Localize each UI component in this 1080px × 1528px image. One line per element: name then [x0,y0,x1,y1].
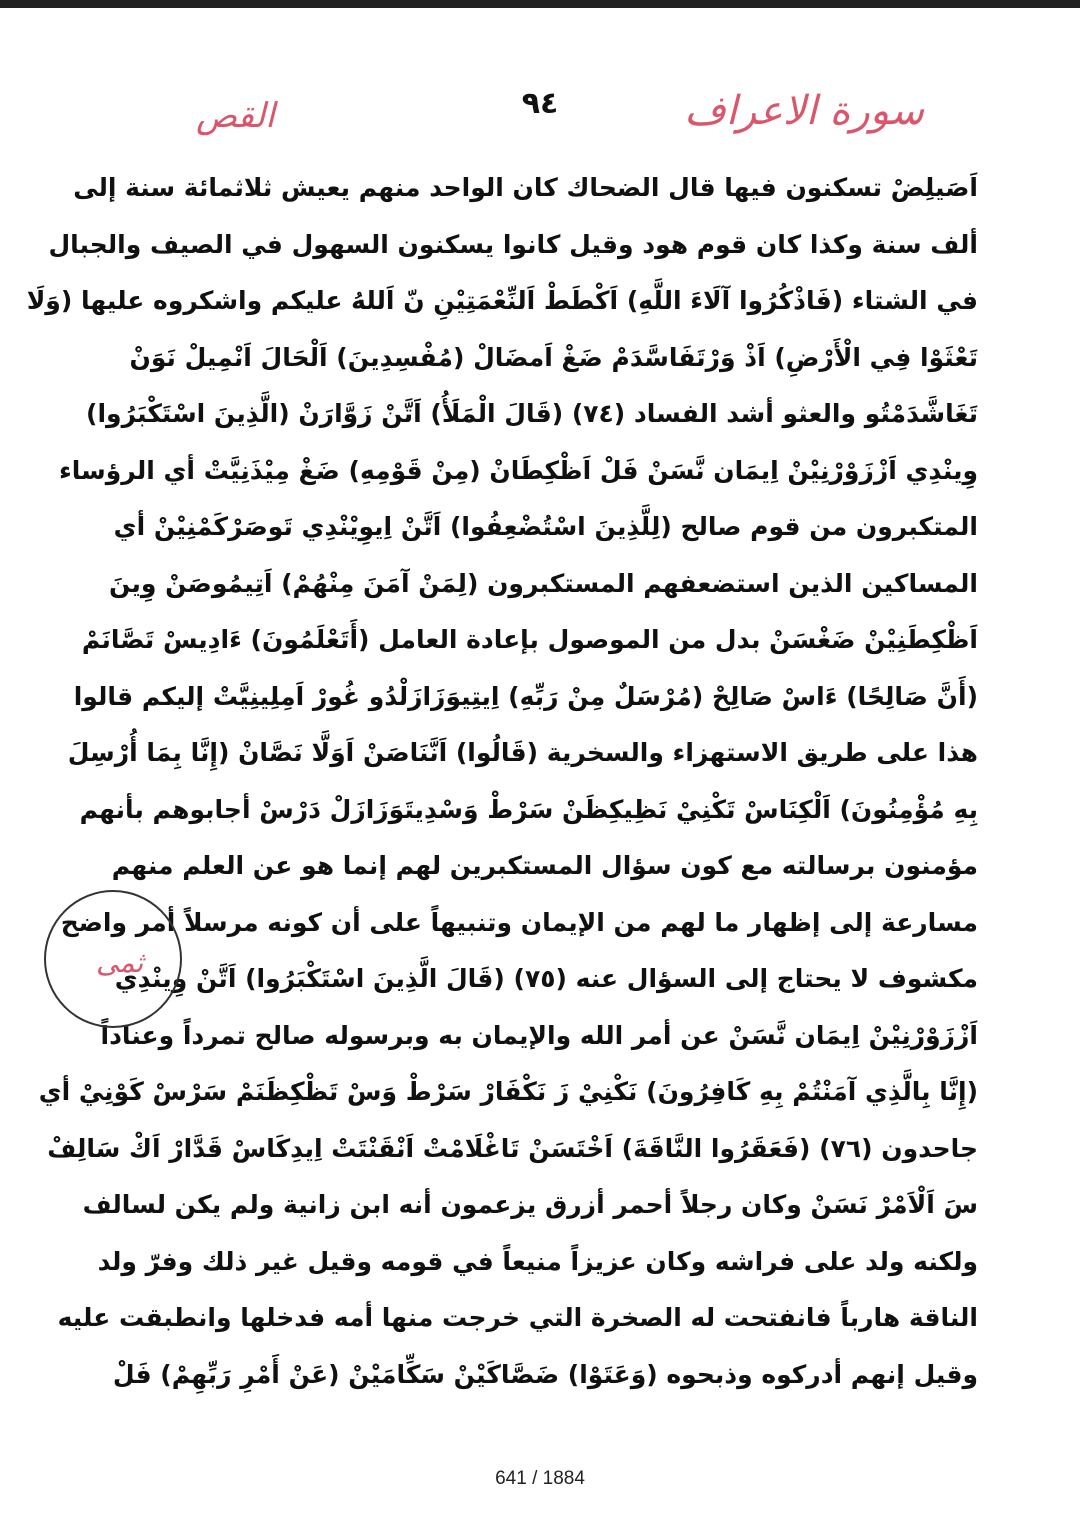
text-line: هذا على طريق الاستهزاء والسخرية (قَالُوا) اَنَّنَاصَنْ اَوَلَّا نَصَّانْ (إِنَّا بِمَا أُرْسِلَ [67,738,978,767]
text-line: (أَنَّ صَالِحًا) ءَاسْ صَالِحْ (مُرْسَلٌ مِنْ رَبِّهِ) اِيتِيوَزَازَلْدُو غُورْ اَمِلِينِيَّتْ إليكم قالوا [73,681,978,711]
text-line: مسارعة إلى إظهار ما لهم من الإيمان وتنبيهاً على أن كونه مرسلاً أمر واضح [60,907,978,937]
text-line: اَظْكِطَنِيْنْ ضَغْسَنْ بدل من الموصول بإعادة العامل (أَتَعْلَمُونَ) ءَادِيسْ تَصَّانَمْ [81,625,978,654]
handwritten-margin-note: ثمى [96,946,144,979]
text-line: جاحدون (٧٦) (فَعَقَرُوا النَّاقَةَ) اَخْتَسَنْ تَاغْلَامْتْ اَنْقَنْتَتْ اِيدِكَاسْ قَدَّارْ اَكْ سَالِفْ [47,1133,978,1163]
scan-top-border [0,0,1080,8]
text-line: المتكبرون من قوم صالح (لِلَّذِينَ اسْتُضْعِفُوا) اَتَّنْ اِيوِيْنْدِي تَوصَرْكَمْنِيْنْ أي [113,512,978,541]
text-line: تَعْثَوْا فِي الْأَرْضِ) اَذْ وَرْتَفَاسَّدَمْ ضَغْ اَمضَالْ (مُفْسِدِينَ) اَلْحَالَ اَنْمِيلْ نَوَنْ [129,342,978,372]
handwritten-header-left: القص [196,96,275,136]
text-line: ألف سنة وكذا كان قوم هود وقيل كانوا يسكنون السهول في الصيف والجبال [48,229,978,259]
text-line: (إِنَّا بِالَّذِي آمَنْتُمْ بِهِ كَافِرُونَ) نَكْنِيْ زَ نَكْفَارْ سَرْطْ وَسْ تَظْكِظَنَمْ سَرْسْ كَوْنِيْ أي [38,1077,978,1106]
handwritten-header-right: سورة الاعراف [684,88,924,134]
text-line: الناقة هارباً فانفتحت له الصخرة التي خرجت منها أمه فدخلها وانطبقت عليه [57,1303,978,1332]
text-line: مؤمنون برسالته مع كون سؤال المستكبرين لهم إنما هو عن العلم منهم [111,851,978,880]
text-line: في الشتاء (فَاذْكُرُوا آلَاءَ اللَّهِ) اَكْطَطْ اَلنِّعْمَتِيْنِ نّ اَللهُ عليكم واشكروه عليها (وَلَا [26,286,978,315]
text-line: مكشوف لا يحتاج إلى السؤال عنه (٧٥) (قَالَ الَّذِينَ اسْتَكْبَرُوا) اَتَّنْ وِينْدِي [114,964,978,993]
page-number: ٩٤ [521,86,559,121]
text-line: ولكنه ولد على فراشه وكان عزيزاً منيعاً في قومه وقيل غير ذلك وفرّ ولد [97,1246,978,1276]
page-indicator: 641 / 1884 [495,1468,585,1489]
text-line: وقيل إنهم أدركوه وذبحوه (وَعَتَوْا) ضَصَّاكَيْنْ سَكِّامَيْنْ (عَنْ أَمْرِ رَبِّهِمْ) فَلْ [112,1359,978,1389]
text-line: بِهِ مُؤْمِنُونَ) اَلْكِنَاسْ تَكْنِيْ نَظِيكِظَنْ سَرْطْ وَسْدِيتَوَزَازَلْ دَرْسْ أجابوهم بأنهم [79,794,978,824]
text-line: اَزْزَوْرْنِيْنْ اِيمَان نَّسَنْ عن أمر الله والإيمان به وبرسوله صالح تمرداً وعناداً [100,1020,978,1050]
text-line: المساكين الذين استضعفهم المستكبرون (لِمَنْ آمَنَ مِنْهُمْ) اَتِيمُوصَنْ وِينَ [109,568,978,598]
text-line: اَصَيلِضْ تسكنون فيها قال الضحاك كان الواحد منهم يعيش ثلاثمائة سنة إلى [73,173,978,202]
text-line: سَ اَلْاَمْرْ نَسَنْ وكان رجلاً أحمر أزرق يزعمون أنه ابن زانية ولم يكن لسالف [82,1190,978,1219]
text-line: وِينْدِي اَزْزَوْرْنِيْنْ اِيمَان نَّسَنْ فَلْ اَظْكِطَانْ (مِنْ قَوْمِهِ) ضَغْ مِيْذَنِيَّتْ أي الرؤساء [59,455,978,485]
text-line: تَغَاشَّدَمْتُو والعثو أشد الفساد (٧٤) (قَالَ الْمَلَأُ) اَتَّنْ زَوَّارَنْ (الَّذِينَ اسْتَكْبَرُوا) [86,399,978,428]
